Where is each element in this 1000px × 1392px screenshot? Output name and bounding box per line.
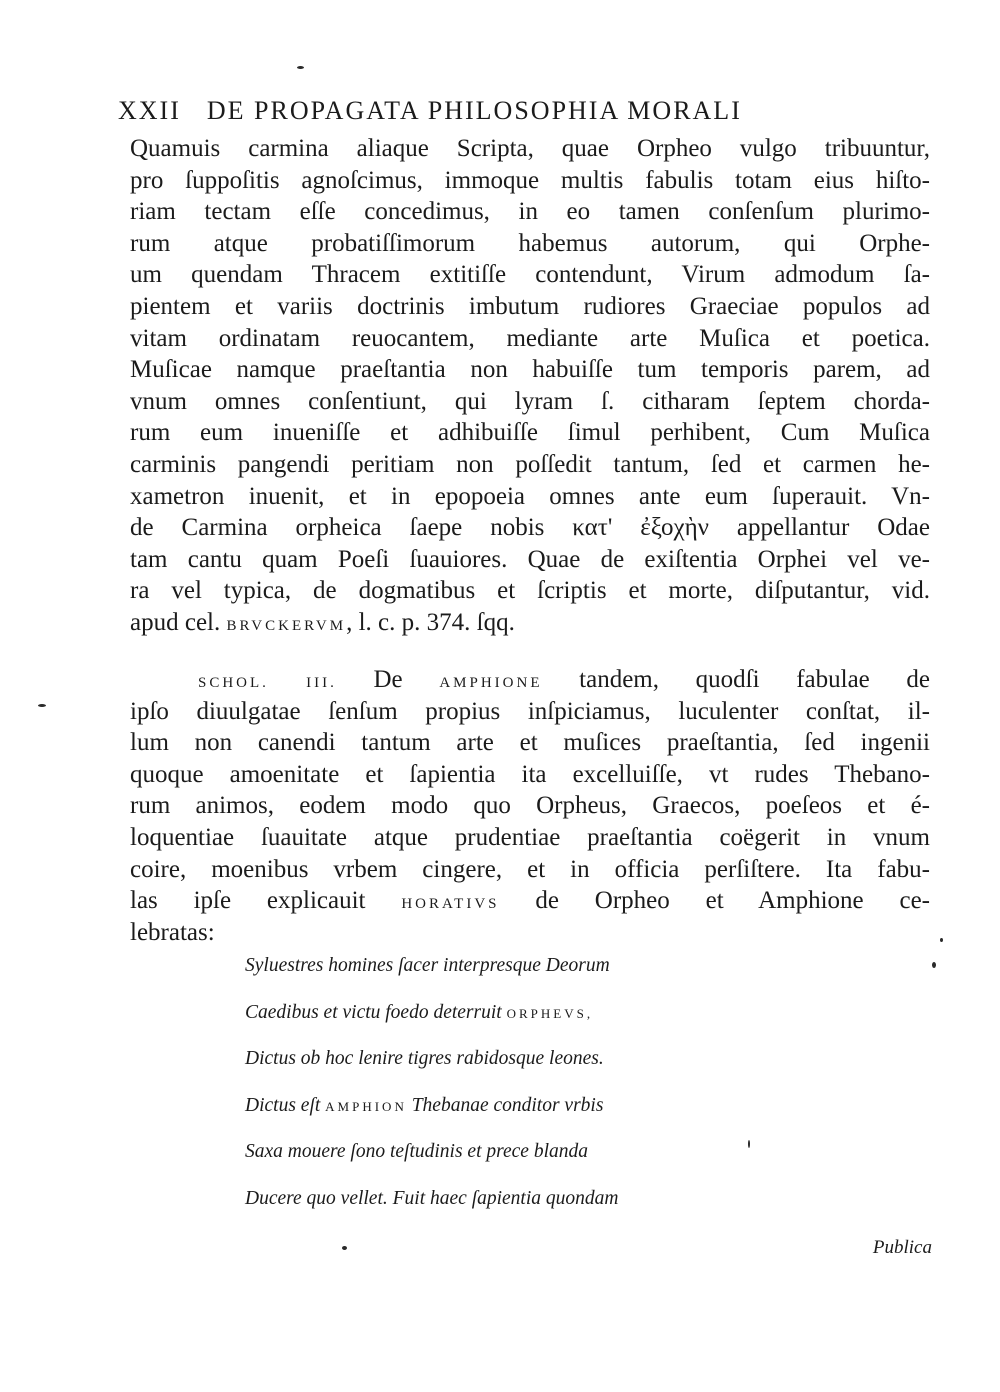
horace-name: HORATIVS xyxy=(401,896,500,913)
scan-speck xyxy=(932,962,936,968)
scan-speck xyxy=(748,1140,750,1148)
text-line-first xyxy=(130,664,930,696)
amphion-name: AMPHIONE xyxy=(439,675,543,691)
text-line: de Carmina orpheica ſaepe nobis κατ' ἐξοχὴν appellantur Odae xyxy=(130,514,930,542)
author-name: BRVCKERVM xyxy=(226,617,347,634)
citation-suffix: , l. c. p. 374. ſqq. xyxy=(346,608,515,636)
citation-prefix: apud cel. xyxy=(130,608,221,636)
scan-speck xyxy=(342,1246,347,1250)
scan-speck xyxy=(38,704,46,707)
text-line: riam tectam eſſe concedimus, in eo tamen conſenſum plurimo- xyxy=(130,198,930,226)
text-line: um quendam Thracem extitiſſe contendunt, Virum admodum ſa- xyxy=(130,261,930,289)
text-line: tam cantu quam Poeſi ſuauiores. Quae de exiſtentia Orphei vel ve- xyxy=(130,545,930,573)
text-line: lum non canendi tantum arte et muſices praeſtantia, ſed ingenii xyxy=(130,729,930,757)
text-line: xametron inuenit, et in epopoeia omnes ante eum ſuperauit. Vn- xyxy=(130,482,930,510)
line-part: las ipſe explicauit xyxy=(130,887,366,915)
orpheus-name: ORPHEVS, xyxy=(506,1005,594,1021)
text-line: vitam ordinatam reuocantem, mediante arte Muſica et poetica. xyxy=(130,324,930,352)
verse-line: Dictus ob hoc lenire tigres rabidosque leones. xyxy=(245,1048,604,1070)
line-part: de Orpheo et Amphione ce- xyxy=(535,887,931,915)
text-line xyxy=(130,885,930,917)
verse-line xyxy=(245,1095,805,1142)
text-line: rum atque probatiſſimorum habemus autorum, qui Orphe- xyxy=(130,229,930,257)
text-line: vnum omnes conſentiunt, qui lyram ſ. citharam ſeptem chorda- xyxy=(130,387,930,415)
text-line: Muſicae namque praeſtantia non habuiſſe tum temporis parem, ad xyxy=(130,356,930,384)
page-title: DE PROPAGATA PHILOSOPHIA MORALI xyxy=(206,96,742,125)
text-line: pro ſuppoſitis agnoſcimus, immoque multis fabulis totam eius hiſto- xyxy=(130,166,930,194)
page-number: XXII xyxy=(118,96,181,125)
paragraph-orpheus xyxy=(130,133,930,639)
text-line: carminis pangendi peritiam non poſſedit tantum, ſed et carmen he- xyxy=(130,450,930,478)
amphion-name-verse: AMPHION xyxy=(325,1098,407,1114)
line-part: tandem, quodſi fabulae de xyxy=(579,666,931,693)
catchword: Publica xyxy=(872,1237,932,1258)
verse-line: Saxa mouere ſono teſtudinis et prece blanda xyxy=(245,1141,588,1163)
text-line: pientem et variis doctrinis imbutum rudiores Graeciae populos ad xyxy=(130,292,930,320)
scholium-label: SCHOL. III. xyxy=(198,675,337,691)
text-line: rum eum inueniſſe et adhibuiſſe ſimul perhibent, Cum Muſica xyxy=(130,419,930,447)
paragraph-amphion xyxy=(130,664,930,948)
text-line-last: lebratas: xyxy=(130,918,215,946)
scan-speck xyxy=(297,66,304,69)
text-line-last xyxy=(130,607,930,639)
scan-speck xyxy=(940,938,943,942)
verse-line xyxy=(245,1002,805,1049)
text-line: quoque amoenitate et ſapientia ita excelluiſſe, vt rudes Thebano- xyxy=(130,760,930,788)
verse-part: Caedibus et victu foedo deterruit xyxy=(245,1001,502,1023)
text-line: coire, moenibus vrbem cingere, et in officia perſiſtere. Ita fabu- xyxy=(130,855,930,883)
text-line: ra vel typica, de dogmatibus et ſcriptis et morte, diſputantur, vid. xyxy=(130,577,930,605)
verse-part: Thebanae conditor vrbis xyxy=(411,1094,604,1116)
running-head xyxy=(118,96,858,126)
verse-part: Dictus eſt xyxy=(245,1094,321,1116)
line-part: De xyxy=(373,666,403,693)
text-line: ipſo diuulgatae ſenſum propius inſpiciamus, luculenter conſtat, il- xyxy=(130,697,930,725)
text-line: Quamuis carmina aliaque Scripta, quae Orpheo vulgo tribuuntur, xyxy=(130,135,930,162)
verse-line: Ducere quo vellet. Fuit haec ſapientia quondam xyxy=(245,1187,619,1209)
text-line: loquentiae ſuauitate atque prudentiae praeſtantia coëgerit in vnum xyxy=(130,823,930,851)
text-line: rum animos, eodem modo quo Orpheus, Graecos, poeſeos et é- xyxy=(130,792,930,820)
verse-quotation xyxy=(245,955,805,1235)
verse-line: Syluestres homines ſacer interpresque Deorum xyxy=(245,955,610,976)
